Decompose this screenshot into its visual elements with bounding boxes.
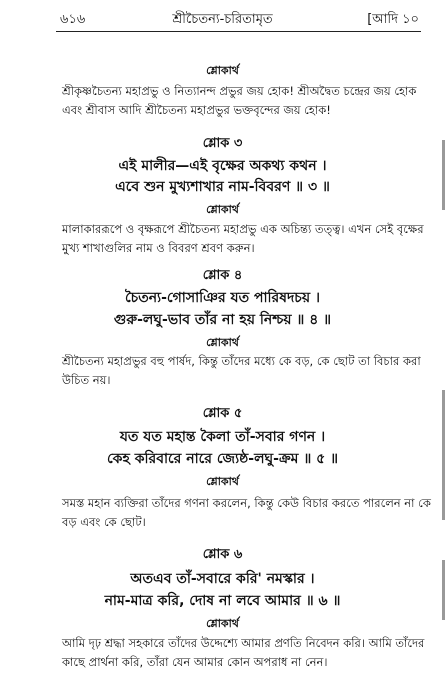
- verse-heading: শ্লোক ৪: [202, 268, 243, 283]
- verse-heading: শ্লোক ৫: [202, 406, 243, 421]
- translation-text: আমি দৃঢ় শ্রদ্ধা সহকারে তাঁদের উদ্দেশ্যে আমার প্রণতি নিবেদন করি। আমি তাঁদের কাছে প্রার্থনা করি, তাঁরা যেন আমার কোন অপরাধ না নেন।: [62, 636, 425, 669]
- translation-text: মালাকাররূপে ও বৃক্ষরূপে শ্রীচৈতন্য মহাপ্রভু এক অচিন্ত্য তত্ত্ব। এখন সেই বৃক্ষের মুখ্য শাখাগুলির নাম ও বিবরণ শ্রবণ করুন।: [62, 222, 424, 255]
- page-number: ৬১৬: [60, 12, 86, 27]
- translation-label: শ্লোকার্থ: [206, 336, 239, 349]
- verse-line: এই মালীর—এই বৃক্ষের অকথ্য কথন ।: [118, 158, 327, 174]
- translation-text: শ্রীকৃষ্ণচৈতন্য মহাপ্রভু ও নিত্যানন্দ প্রভুর জয় হোক! শ্রীঅদ্বৈত চন্দ্রের জয় হোক এবং শ্রীবাস আদি শ্রীচৈতন্য মহাপ্রভুর ভক্তবৃন্দের জয় হোক!: [62, 84, 417, 117]
- verse-line: যত যত মহান্ত কৈলা তাঁ-সবার গণন ।: [119, 429, 326, 445]
- verse-heading: শ্লোক ৬: [202, 547, 243, 562]
- verse-line: কেহ করিবারে নারে জ্যেষ্ঠ-লঘু-ক্রম ॥ ৫ ॥: [107, 451, 338, 467]
- translation-text: সমস্ত মহান ব্যক্তিরা তাঁদের গণনা করলেন, কিন্তু কেউ বিচার করতে পারলেন না কে বড় এবং কে ছোট।: [62, 496, 431, 529]
- verse-line: চৈতন্য-গোসাঞির যত পারিষদচয় ।: [124, 290, 320, 306]
- translation-label: শ্লোকার্থ: [206, 203, 239, 216]
- verse-heading: শ্লোক ৩: [202, 136, 243, 151]
- verse-line: নাম-মাত্র করি, দোষ না লবে আমার ॥ ৬ ॥: [104, 593, 341, 609]
- translation-text: শ্রীচৈতন্য মহাপ্রভুর বহু পার্ষদ, কিন্তু তাঁদের মধ্যে কে বড়, কে ছোট তা বিচার করা উচিত নয়।: [62, 354, 421, 387]
- translation-label: শ্লোকার্থ: [206, 617, 239, 630]
- header-rule: [56, 31, 421, 32]
- verse-line: এবে শুন মুখ্যশাখার নাম-বিবরণ ॥ ৩ ॥: [115, 179, 330, 195]
- running-title: শ্রীচৈতন্য-চরিতামৃত: [172, 12, 273, 27]
- verse-line: অতএব তাঁ-সবারে করি' নমস্কার ।: [130, 571, 315, 587]
- translation-label: শ্লোকার্থ: [206, 475, 239, 488]
- chapter-reference: [আদি ১০: [367, 12, 419, 27]
- translation-label: শ্লোকার্থ: [206, 64, 239, 77]
- verse-line: গুরু-লঘু-ভাব তাঁর না হয় নিশ্চয় ॥ ৪ ॥: [113, 312, 332, 328]
